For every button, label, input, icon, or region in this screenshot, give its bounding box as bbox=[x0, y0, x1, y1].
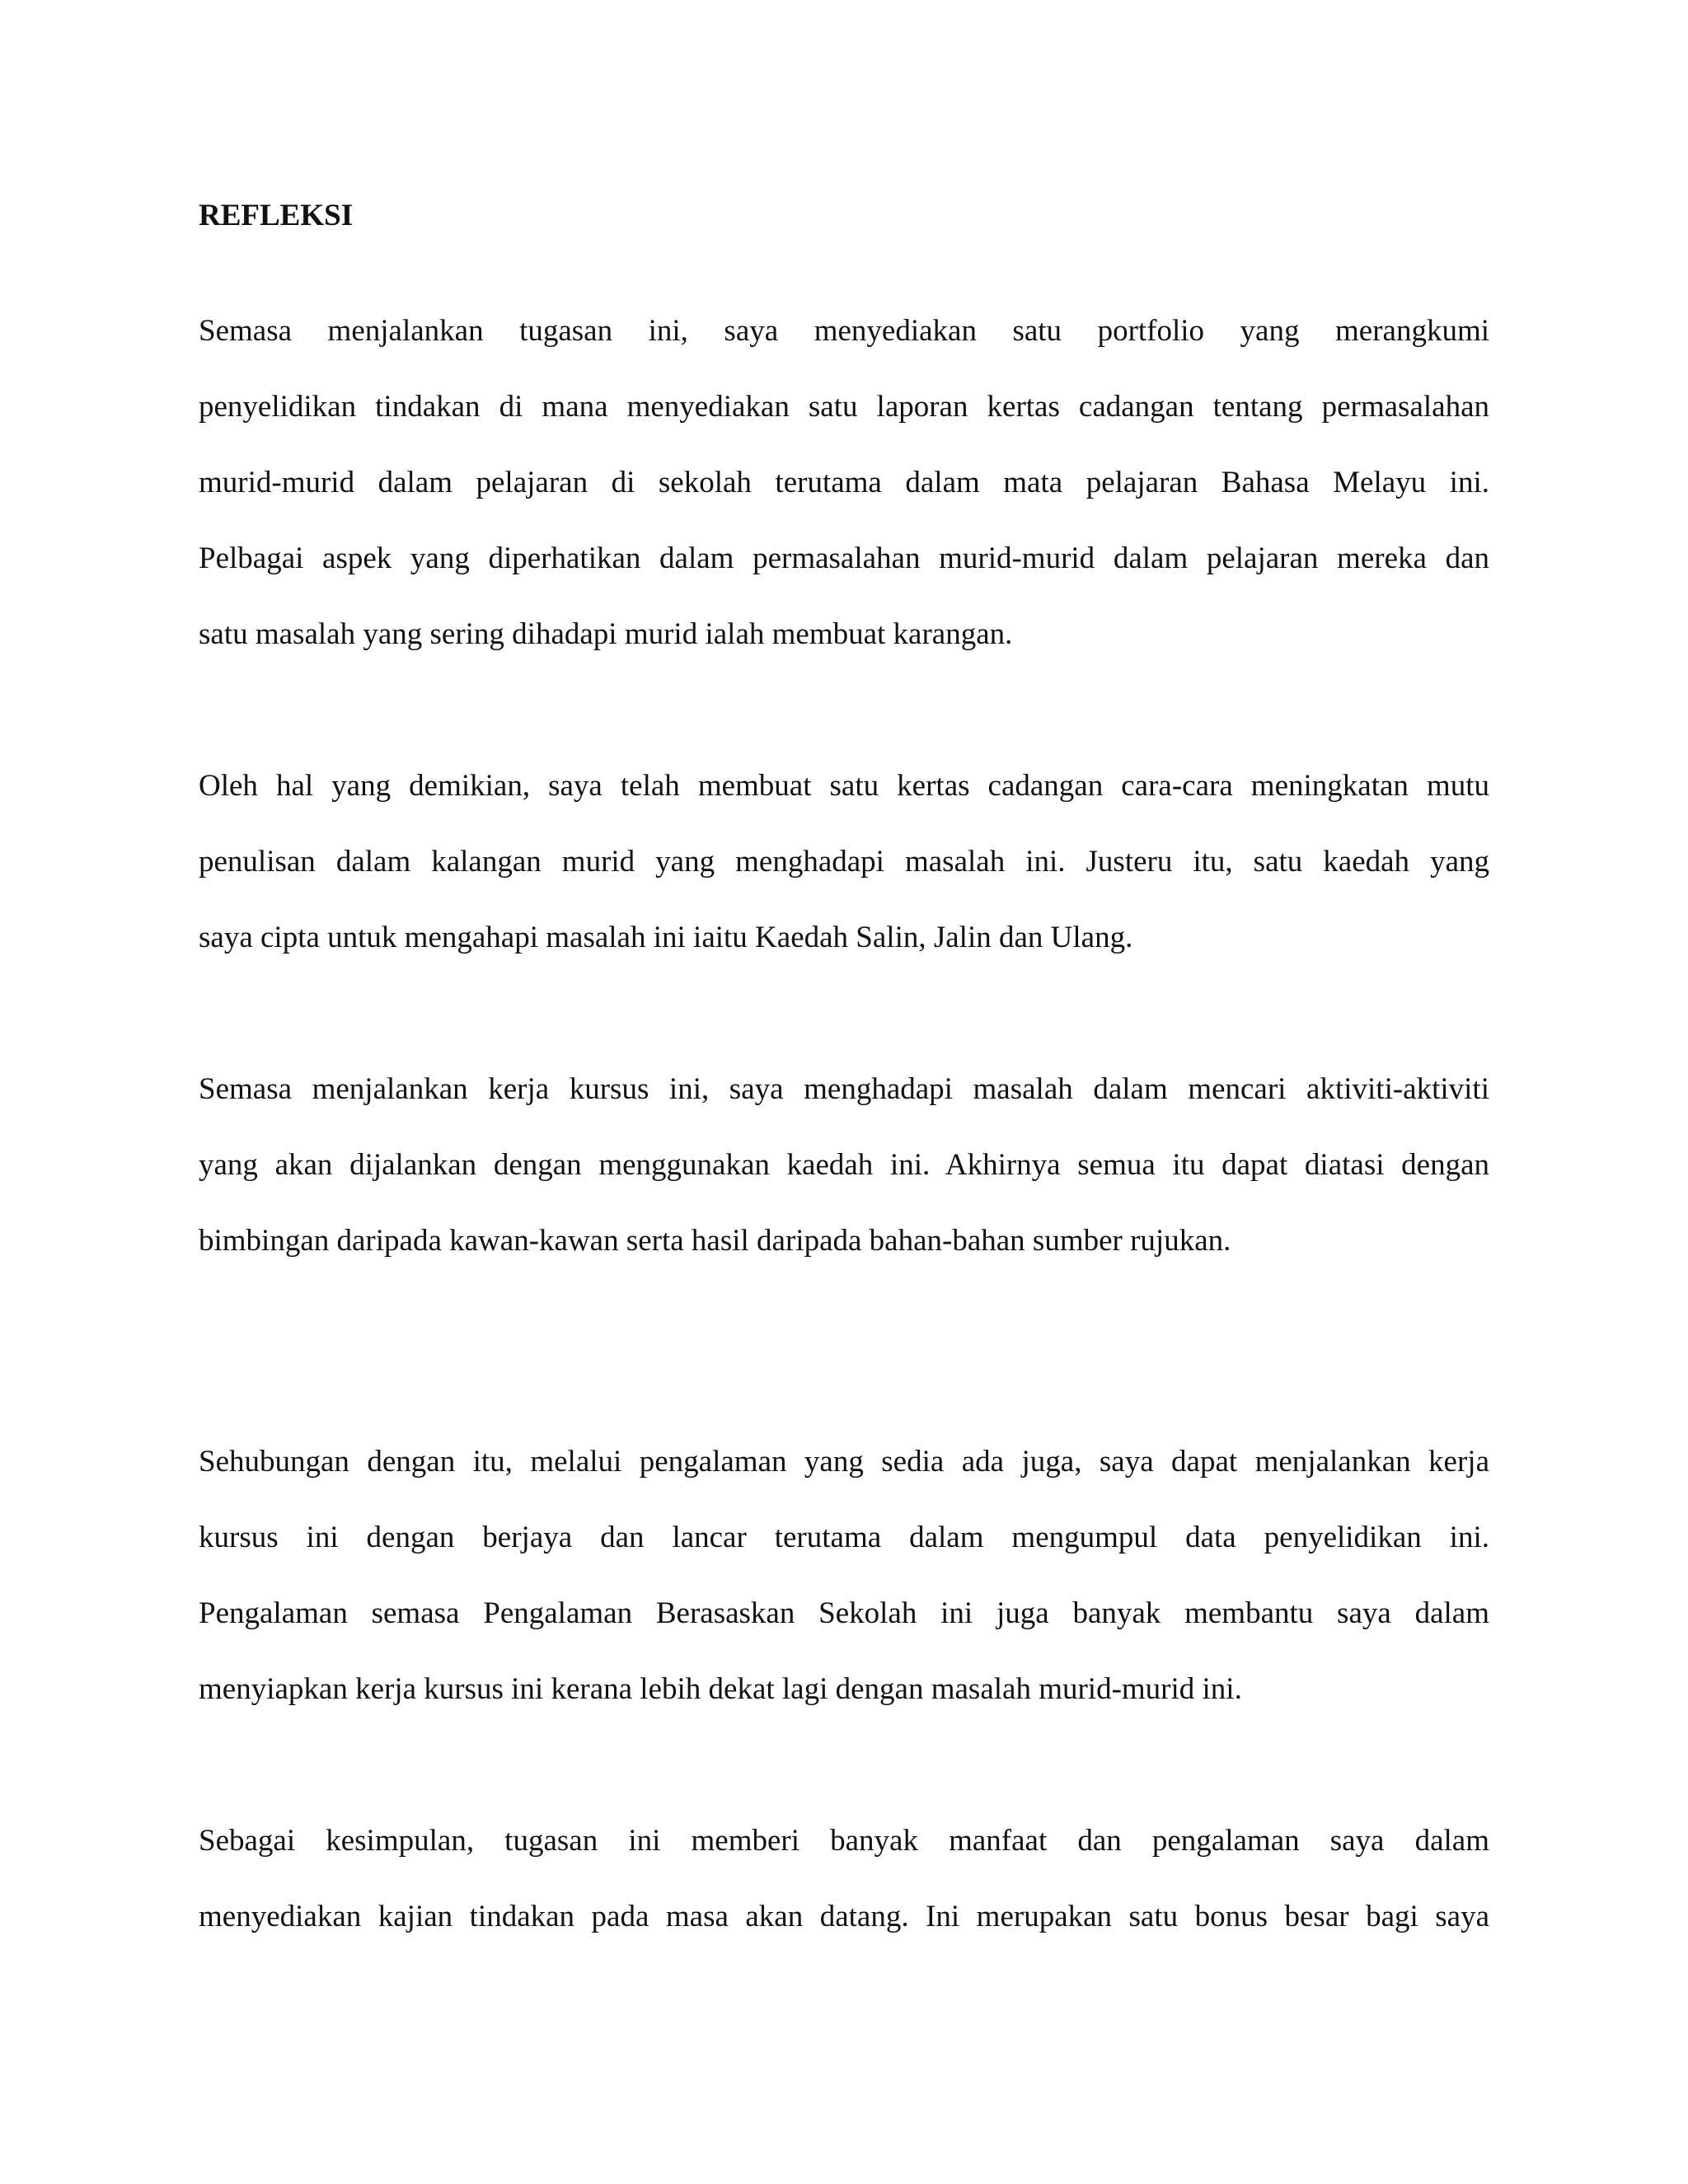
paragraph-spacer bbox=[199, 1279, 1489, 1424]
page-title: REFLEKSI bbox=[199, 199, 354, 232]
paragraph-spacer bbox=[199, 976, 1489, 1052]
text-line: Sebagai kesimpulan, tugasan ini memberi banyak manfaat dan pengalaman saya dalam bbox=[199, 1824, 1489, 1858]
text-line: yang akan dijalankan dengan menggunakan kaedah ini. Akhirnya semua itu dapat diatasi dengan bbox=[199, 1148, 1489, 1182]
paragraph-spacer bbox=[199, 673, 1489, 748]
text-line: menyediakan kajian tindakan pada masa akan datang. Ini merupakan satu bonus besar bagi saya bbox=[199, 1900, 1489, 1933]
text-line: kursus ini dengan berjaya dan lancar terutama dalam mengumpul data penyelidikan ini. bbox=[199, 1521, 1489, 1554]
paragraph-1 bbox=[199, 293, 1489, 673]
text-line: Semasa menjalankan kerja kursus ini, saya menghadapi masalah dalam mencari aktiviti-aktiviti bbox=[199, 1072, 1489, 1106]
text-line: saya cipta untuk mengahapi masalah ini iaitu Kaedah Salin, Jalin dan Ulang. bbox=[199, 921, 1133, 954]
paragraph-3 bbox=[199, 1052, 1489, 1279]
text-line: murid-murid dalam pelajaran di sekolah terutama dalam mata pelajaran Bahasa Melayu ini. bbox=[199, 466, 1489, 499]
document-body bbox=[199, 191, 1489, 1955]
text-line: Oleh hal yang demikian, saya telah membuat satu kertas cadangan cara-cara meningkatan mutu bbox=[199, 769, 1489, 803]
paragraph-2 bbox=[199, 748, 1489, 976]
text-line: Pelbagai aspek yang diperhatikan dalam permasalahan murid-murid dalam pelajaran mereka dan bbox=[199, 541, 1489, 575]
paragraph-5 bbox=[199, 1803, 1489, 1955]
text-line: satu masalah yang sering dihadapi murid ialah membuat karangan. bbox=[199, 617, 1013, 651]
text-line: Pengalaman semasa Pengalaman Berasaskan Sekolah ini juga banyak membantu saya dalam bbox=[199, 1596, 1489, 1630]
paragraph-4 bbox=[199, 1424, 1489, 1727]
text-line: penyelidikan tindakan di mana menyediakan satu laporan kertas cadangan tentang permasalahan bbox=[199, 390, 1489, 424]
text-line: menyiapkan kerja kursus ini kerana lebih dekat lagi dengan masalah murid-murid ini. bbox=[199, 1672, 1242, 1706]
text-line: bimbingan daripada kawan-kawan serta hasil daripada bahan-bahan sumber rujukan. bbox=[199, 1224, 1231, 1258]
text-line: Semasa menjalankan tugasan ini, saya menyediakan satu portfolio yang merangkumi bbox=[199, 314, 1489, 348]
text-line: penulisan dalam kalangan murid yang menghadapi masalah ini. Justeru itu, satu kaedah yang bbox=[199, 845, 1489, 879]
text-line: Sehubungan dengan itu, melalui pengalaman yang sedia ada juga, saya dapat menjalankan kerja bbox=[199, 1445, 1489, 1479]
paragraph-spacer bbox=[199, 1727, 1489, 1803]
